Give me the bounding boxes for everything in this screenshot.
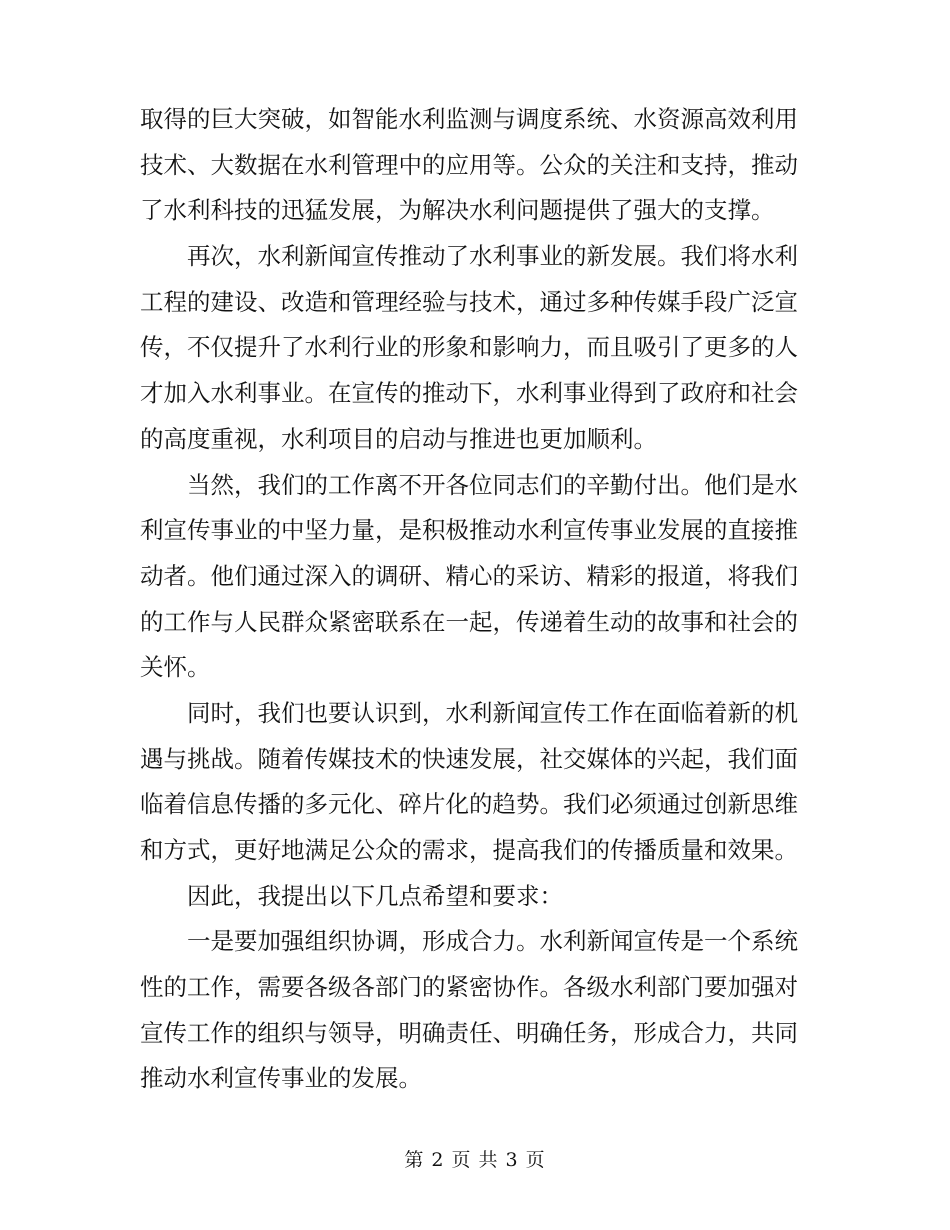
text-line: 了水利科技的迅猛发展，为解决水利问题提供了强大的支撑。 [140, 196, 775, 225]
text-line: 因此，我提出以下几点希望和要求： [187, 881, 563, 910]
text-line: 才加入水利事业。在宣传的推动下，水利事业得到了政府和社会 [140, 379, 798, 408]
text-line: 的高度重视，水利项目的启动与推进也更加顺利。 [140, 424, 657, 453]
text-line: 再次，水利新闻宣传推动了水利事业的新发展。我们将水利 [187, 242, 798, 271]
text-line: 和方式，更好地满足公众的需求，提高我们的传播质量和效果。 [140, 836, 798, 864]
text-line: 关怀。 [140, 653, 211, 682]
text-line: 同时，我们也要认识到，水利新闻宣传工作在面临着新的机 [187, 698, 798, 727]
text-line: 的工作与人民群众紧密联系在一起，传递着生动的故事和社会的 [140, 607, 798, 636]
text-line: 动者。他们通过深入的调研、精心的采访、精彩的报道，将我们 [140, 561, 798, 590]
text-line: 性的工作，需要各级各部门的紧密协作。各级水利部门要加强对 [140, 973, 798, 1002]
text-line: 遇与挑战。随着传媒技术的快速发展，社交媒体的兴起，我们面 [140, 744, 798, 773]
text-line: 推动水利宣传事业的发展。 [140, 1064, 422, 1093]
text-line: 传，不仅提升了水利行业的形象和影响力，而且吸引了更多的人 [140, 333, 798, 362]
text-line: 取得的巨大突破，如智能水利监测与调度系统、水资源高效利用 [140, 105, 798, 133]
page-number-footer: 第 2 页 共 3 页 [404, 1149, 546, 1171]
text-line: 工程的建设、改造和管理经验与技术，通过多种传媒手段广泛宣 [140, 287, 798, 316]
text-line: 一是要加强组织协调，形成合力。水利新闻宣传是一个系统 [187, 927, 798, 956]
document-body [140, 97, 805, 1102]
text-line: 宣传工作的组织与领导，明确责任、明确任务，形成合力，共同 [140, 1018, 798, 1047]
text-line: 技术、大数据在水利管理中的应用等。公众的关注和支持，推动 [140, 150, 798, 179]
text-line: 当然，我们的工作离不开各位同志们的辛勤付出。他们是水 [187, 470, 798, 499]
text-line: 临着信息传播的多元化、碎片化的趋势。我们必须通过创新思维 [140, 790, 798, 819]
text-line: 利宣传事业的中坚力量，是积极推动水利宣传事业发展的直接推 [140, 516, 798, 545]
